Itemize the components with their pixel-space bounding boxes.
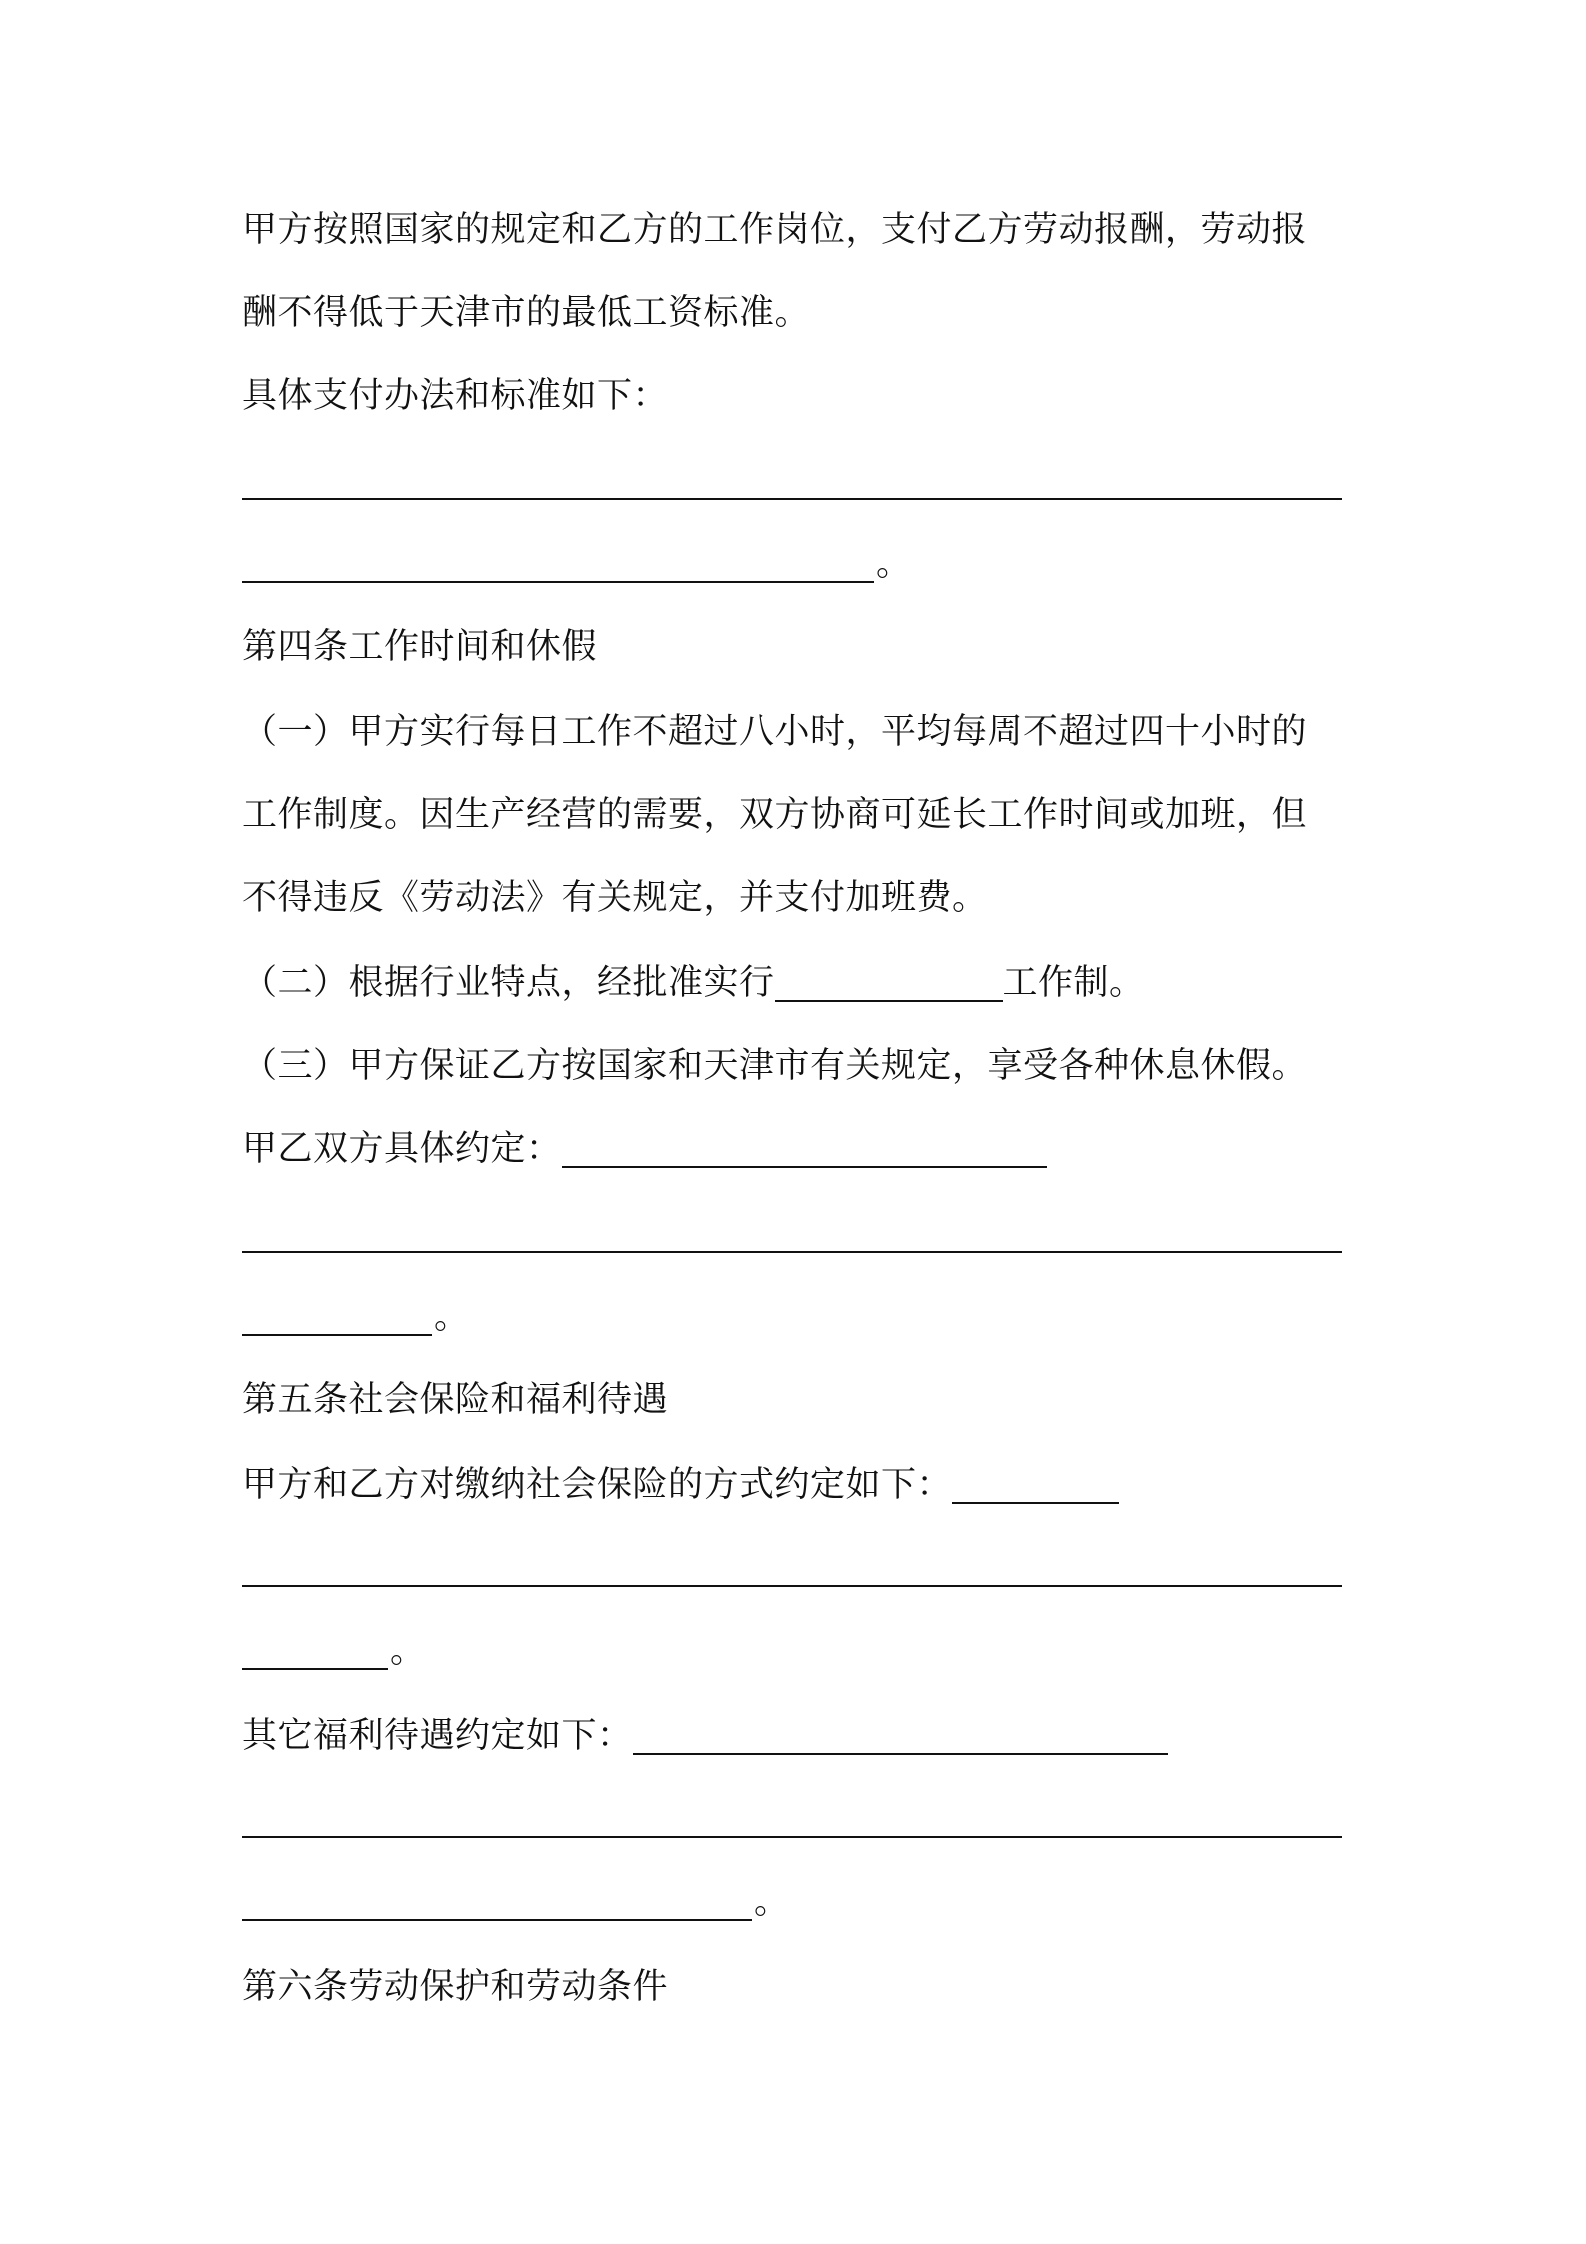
fill-blank	[633, 1753, 1168, 1755]
pay-method-blank-line-1	[242, 451, 1342, 511]
fill-blank	[242, 1919, 752, 1921]
fill-blank	[775, 1000, 1003, 1002]
article-4-blank-line-1	[242, 1204, 1342, 1264]
clause-2-suffix: 工作制。	[1002, 963, 1145, 1003]
fill-blank	[242, 498, 1342, 500]
article-4-blank-line-2	[242, 1287, 470, 1347]
article-4-clause-1-line-2: 工作制度。因生产经营的需要，双方协商可延长工作时间或加班，但	[242, 795, 1308, 835]
article-4-clause-3: （三）甲方保证乙方按国家和天津市有关规定，享受各种休息休假。	[242, 1046, 1308, 1086]
article-4-clause-2	[242, 953, 1145, 1013]
fill-blank	[952, 1502, 1119, 1504]
pay-method-label: 具体支付办法和标准如下：	[242, 376, 669, 416]
pay-paragraph-line-1: 甲方按照国家的规定和乙方的工作岗位，支付乙方劳动报酬，劳动报	[242, 210, 1308, 250]
article-5-title: 第五条社会保险和福利待遇	[242, 1380, 669, 1420]
article-5-welfare-line	[242, 1706, 1168, 1766]
article-6-title: 第六条劳动保护和劳动条件	[242, 1967, 669, 2007]
article-5-welfare-blank-line-1	[242, 1789, 1342, 1849]
article-5-insurance-line	[242, 1455, 1119, 1515]
article-4-clause-1-line-1: （一）甲方实行每日工作不超过八小时，平均每周不超过四十小时的	[242, 712, 1308, 752]
fill-blank	[242, 1668, 388, 1670]
welfare-label: 其它福利待遇约定如下：	[242, 1716, 633, 1756]
article-5-insurance-blank-line-1	[242, 1538, 1342, 1598]
article-5-welfare-blank-line-2	[242, 1872, 790, 1932]
fill-blank	[242, 581, 874, 583]
pay-paragraph-line-2: 酬不得低于天津市的最低工资标准。	[242, 293, 811, 333]
article-4-clause-1-line-3: 不得违反《劳动法》有关规定，并支付加班费。	[242, 878, 988, 918]
clause-2-prefix: （二）根据行业特点，经批准实行	[242, 963, 775, 1003]
insurance-label: 甲方和乙方对缴纳社会保险的方式约定如下：	[242, 1465, 953, 1505]
fill-blank	[242, 1334, 432, 1336]
pay-method-blank-line-2	[242, 534, 912, 594]
agreement-label: 甲乙双方具体约定：	[242, 1129, 562, 1169]
article-5-insurance-blank-line-2	[242, 1621, 426, 1681]
article-4-title: 第四条工作时间和休假	[242, 627, 598, 667]
period-mark: 。	[876, 544, 912, 584]
fill-blank	[242, 1836, 1342, 1838]
fill-blank	[562, 1166, 1047, 1168]
period-mark: 。	[434, 1297, 470, 1337]
period-mark: 。	[754, 1882, 790, 1922]
period-mark: 。	[390, 1631, 426, 1671]
fill-blank	[242, 1585, 1342, 1587]
fill-blank	[242, 1251, 1342, 1253]
article-4-agreement-line	[242, 1119, 1047, 1179]
